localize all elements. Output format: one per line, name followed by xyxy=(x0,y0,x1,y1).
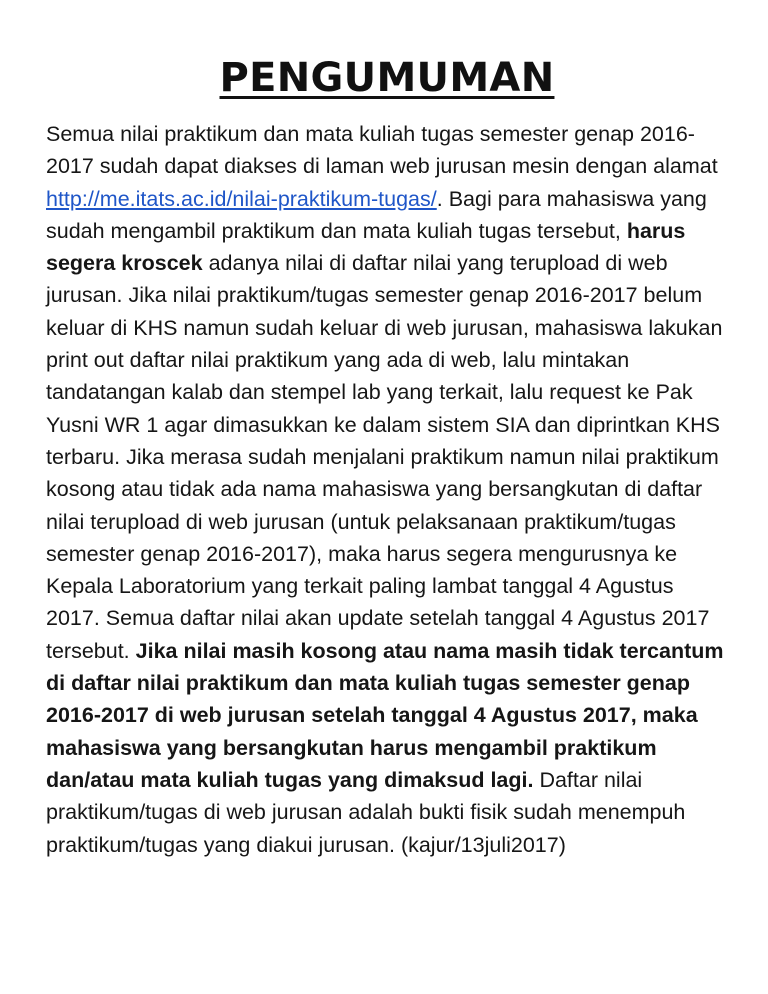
announcement-body xyxy=(46,118,728,861)
body-text-instruction: . Bagi para mahasiswa yang sudah mengambil praktikum dan mata kuliah tugas tersebut, xyxy=(46,186,707,243)
page-title-text: PENGUMUMAN xyxy=(219,55,555,101)
body-text-procedure: adanya nilai di daftar nilai yang terupload di web jurusan. Jika nilai praktikum/tugas semester genap 2016-2017 belum keluar di KHS namun sudah keluar di web jurusan, mahasiswa lakukan print out daftar nilai praktikum yang ada di web, lalu mintakan tandatangan kalab dan stempel lab yang terkait, lalu request ke Pak Yusni WR 1 agar dimasukkan ke dalam sistem SIA dan diprintkan KHS terbaru. Jika merasa sudah menjalani praktikum namun nilai praktikum kosong atau tidak ada nama mahasiswa yang bersangkutan di daftar nilai terupload di web jurusan (untuk pelaksanaan praktikum/tugas semester genap 2016-2017), maka harus segera mengurusnya ke Kepala Laboratorium yang terkait paling lambat tanggal 4 Agustus 2017. Semua daftar nilai akan update setelah tanggal 4 Agustus 2017 tersebut. xyxy=(46,251,723,663)
body-text-closing: Daftar nilai praktikum/tugas di web jurusan adalah bukti fisik sudah menempuh praktikum/tugas yang diakui jurusan. (kajur/13juli2017) xyxy=(46,767,686,857)
body-text-emphasis-kroscek: harus segera kroscek xyxy=(46,218,686,276)
body-text-intro: Semua nilai praktikum dan mata kuliah tugas semester genap 2016-2017 sudah dapat diakses di laman web jurusan mesin dengan alamat xyxy=(46,122,718,179)
page-title xyxy=(46,52,728,104)
grades-link[interactable]: http://me.itats.ac.id/nilai-praktikum-tugas/ xyxy=(46,186,437,211)
body-text-emphasis-warning: Jika nilai masih kosong atau nama masih tidak tercantum di daftar nilai praktikum dan mata kuliah tugas semester genap 2016-2017 di web jurusan setelah tanggal 4 Agustus 2017, maka mahasiswa yang bersangkutan harus mengambil praktikum dan/atau mata kuliah tugas yang dimaksud lagi. xyxy=(46,638,724,792)
